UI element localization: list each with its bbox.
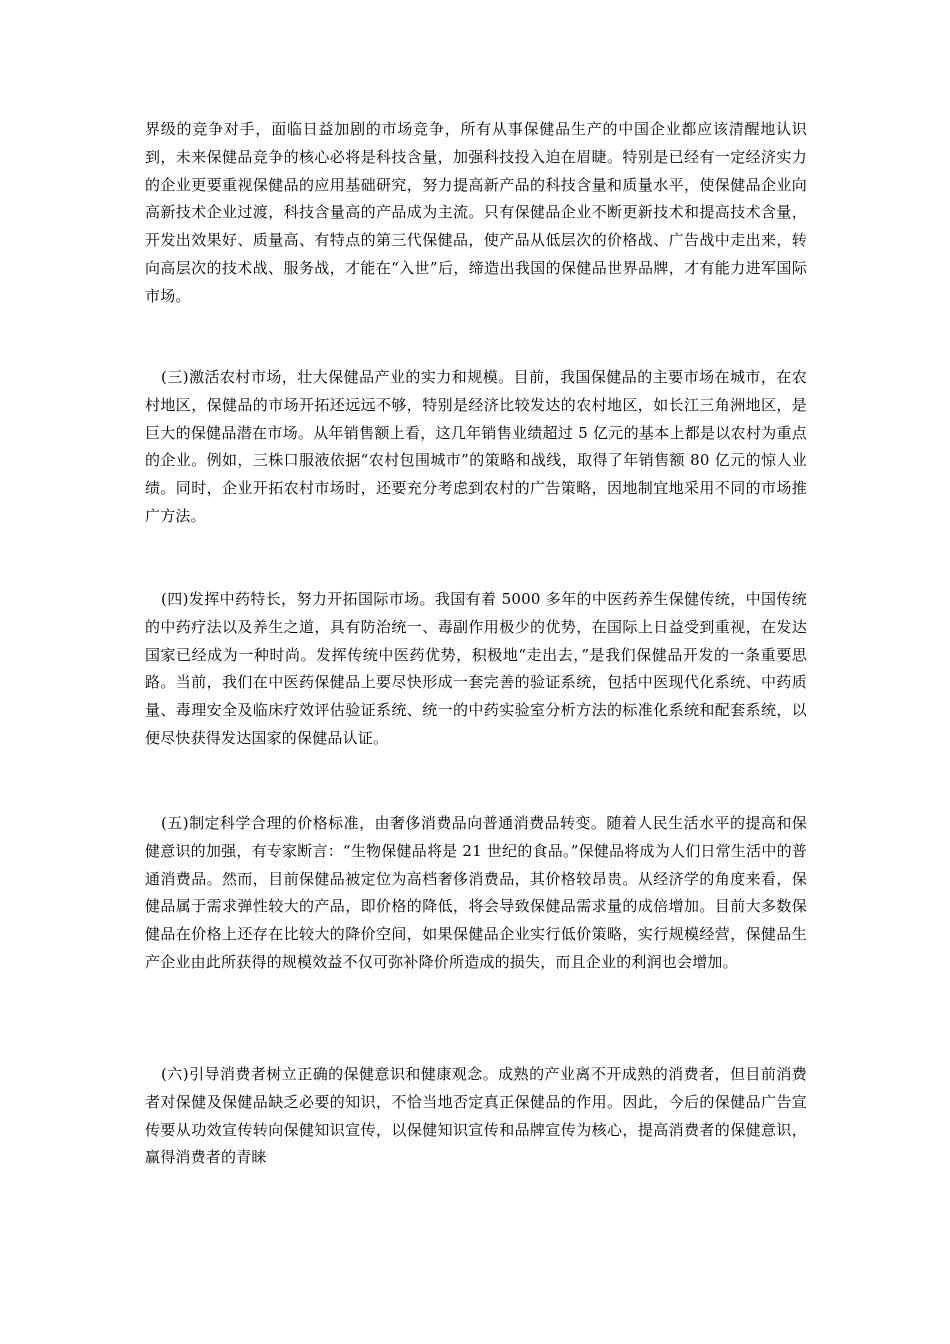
paragraph-chinese-medicine: (四)发挥中药特长，努力开拓国际市场。我国有着 5000 多年的中医药养生保健传统，中国传统的中药疗法以及养生之道，具有防治统一、毒副作用极少的优势，在国际上日益受到重视，在发达国家已经成为一种时尚。发挥传统中医药优势，积极地“走出去，”是我们保健品开发的一条重要思路。当前，我们在中医药保健品上要尽快形成一套完善的验证系统，包括中医现代化系统、中药质量、毒理安全及临床疗效评估验证系统、统一的中药实验室分析方法的标准化系统和配套系统，以便尽快获得发达国家的保健品认证。 — [145, 590, 807, 747]
paragraph-rural-market: (三)激活农村市场，壮大保健品产业的实力和规模。目前，我国保健品的主要市场在城市，在农村地区，保健品的市场开拓还远远不够，特别是经济比较发达的农村地区，如长江三角洲地区，是巨大的保健品潜在市场。从年销售额上看，这几年销售业绩超过 5 亿元的基本上都是以农村为重点的企业。例如，三株口服液依据“农村包围城市”的策略和战线，取得了年销售额 80 亿元的惊人业绩。同时，企业开拓农村市场时，还要充分考虑到农村的广告策略，因地制宜地采用不同的市场推广方法。 — [145, 368, 807, 525]
paragraph-consumer-awareness: (六)引导消费者树立正确的保健意识和健康观念。成熟的产业离不开成熟的消费者，但目前消费者对保健及保健品缺乏必要的知识，不恰当地否定真正保健品的作用。因此，今后的保健品广告宣传要从功效宣传转向保健知识宣传，以保健知识宣传和品牌宣传为核心，提高消费者的保健意识，赢得消费者的青睐 — [145, 1065, 807, 1167]
paragraph-continuation: 界级的竞争对手，面临日益加剧的市场竞争，所有从事保健品生产的中国企业都应该清醒地认识到，未来保健品竞争的核心必将是科技含量，加强科技投入迫在眉睫。特别是已经有一定经济实力的企业更要重视保健品的应用基础研究，努力提高新产品的科技含量和质量水平，使保健品企业向高新技术企业过渡，科技含量高的产品成为主流。只有保健品企业不断更新技术和提高技术含量，开发出效果好、质量高、有特点的第三代保健品，使产品从低层次的价格战、广告战中走出来，转向高层次的技术战、服务战，才能在“入世”后，缔造出我国的保健品世界品牌，才有能力进军国际市场。 — [145, 120, 807, 305]
paragraph-pricing-standard: (五)制定科学合理的价格标准，由奢侈消费品向普通消费品转变。随着人民生活水平的提高和保健意识的加强，有专家断言：“生物保健品将是 21 世纪的食品。”保健品将成为人们日常生活中的普通消费品。然而，目前保健品被定位为高档奢侈消费品，其价格较昂贵。从经济学的角度来看，保健品属于需求弹性较大的产品，即价格的降低，将会导致保健品需求量的成倍增加。目前大多数保健品在价格上还存在比较大的降价空间，如果保健品企业实行低价策略，实行规模经营，保健品生产企业由此所获得的规模效益不仅可弥补降价所造成的损失，而且企业的利润也会增加。 — [145, 814, 807, 971]
